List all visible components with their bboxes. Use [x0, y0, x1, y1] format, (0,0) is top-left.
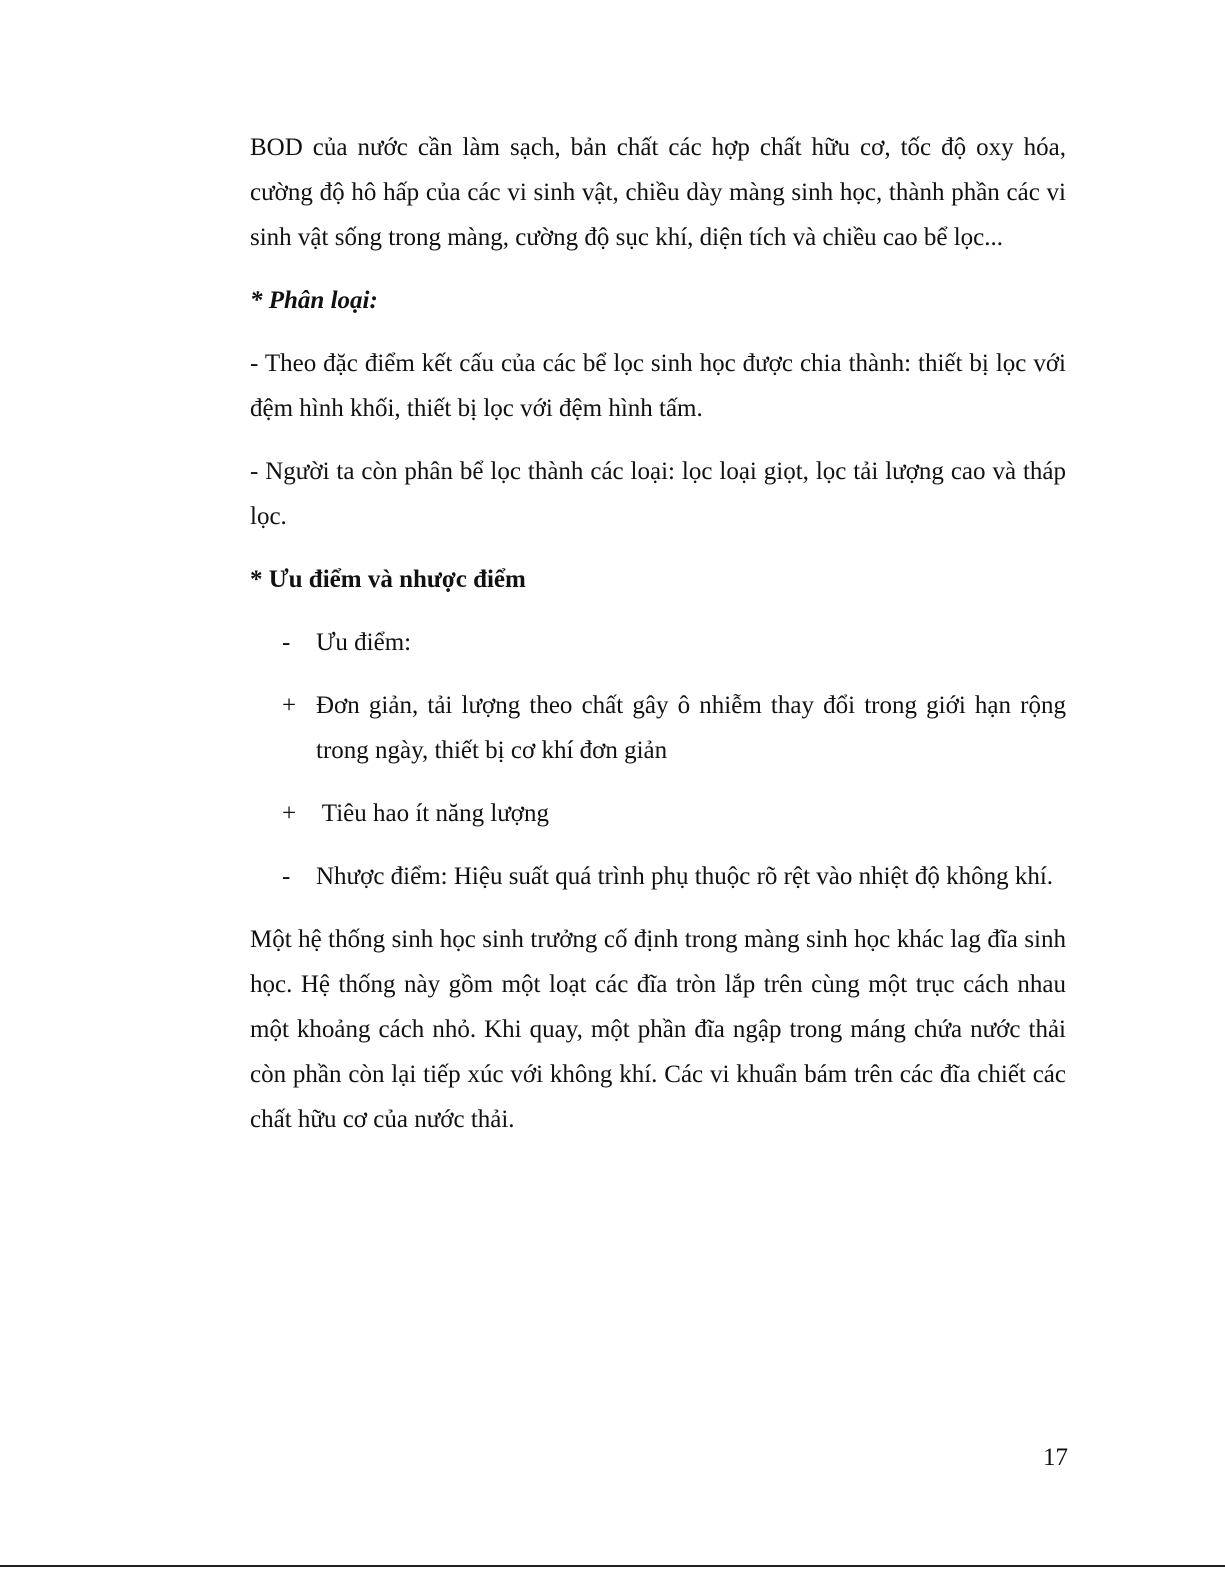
page-content [250, 125, 1066, 1160]
bottom-divider [0, 1565, 1225, 1567]
list-item-text: Đơn giản, tải lượng theo chất gây ô nhiễm thay đổi trong giới hạn rộng trong ngày, thiết bị cơ khí đơn giản [316, 692, 1066, 764]
dash-marker: - [282, 629, 291, 656]
list-item-text: Ưu điểm: [316, 629, 412, 656]
classification-heading: * Phân loại: [250, 287, 378, 314]
plus-marker: + [282, 800, 297, 827]
page-number: 17 [1043, 1444, 1068, 1471]
intro-paragraph: BOD của nước cần làm sạch, bản chất các hợp chất hữu cơ, tốc độ oxy hóa, cường độ hô hấp của các vi sinh vật, chiều dày màng sinh học, thành phần các vi sinh vật sống trong màng, cường độ sục khí, diện tích và chiều cao bể lọc... [250, 134, 1066, 251]
pros-cons-heading: * Ưu điểm và nhược điểm [250, 566, 526, 593]
list-item-disadvantages [250, 854, 1066, 899]
classification-paragraph-1: - Theo đặc điểm kết cấu của các bể lọc sinh học được chia thành: thiết bị lọc với đệm hình khối, thiết bị lọc với đệm hình tấm. [250, 350, 1066, 422]
dash-marker: - [282, 863, 291, 890]
list-item-text: Nhược điểm: Hiệu suất quá trình phụ thuộc rõ rệt vào nhiệt độ không khí. [316, 863, 1054, 890]
closing-paragraph: Một hệ thống sinh học sinh trưởng cố định trong màng sinh học khác lag đĩa sinh học. Hệ thống này gồm một loạt các đĩa tròn lắp trên cùng một trục cách nhau một khoảng cách nhỏ. Khi quay, một phần đĩa ngập trong máng chứa nước thải còn phần còn lại tiếp xúc với không khí. Các vi khuẩn bám trên các đĩa chiết các chất hữu cơ của nước thải. [250, 926, 1066, 1133]
classification-paragraph-2: - Người ta còn phân bể lọc thành các loại: lọc loại giọt, lọc tải lượng cao và tháp lọc. [250, 458, 1066, 530]
plus-marker: + [282, 692, 297, 719]
list-item-low-energy [250, 791, 1066, 836]
list-item-advantages [250, 620, 1066, 665]
list-item-text: Tiêu hao ít năng lượng [316, 800, 550, 827]
list-item-simple [250, 683, 1066, 773]
